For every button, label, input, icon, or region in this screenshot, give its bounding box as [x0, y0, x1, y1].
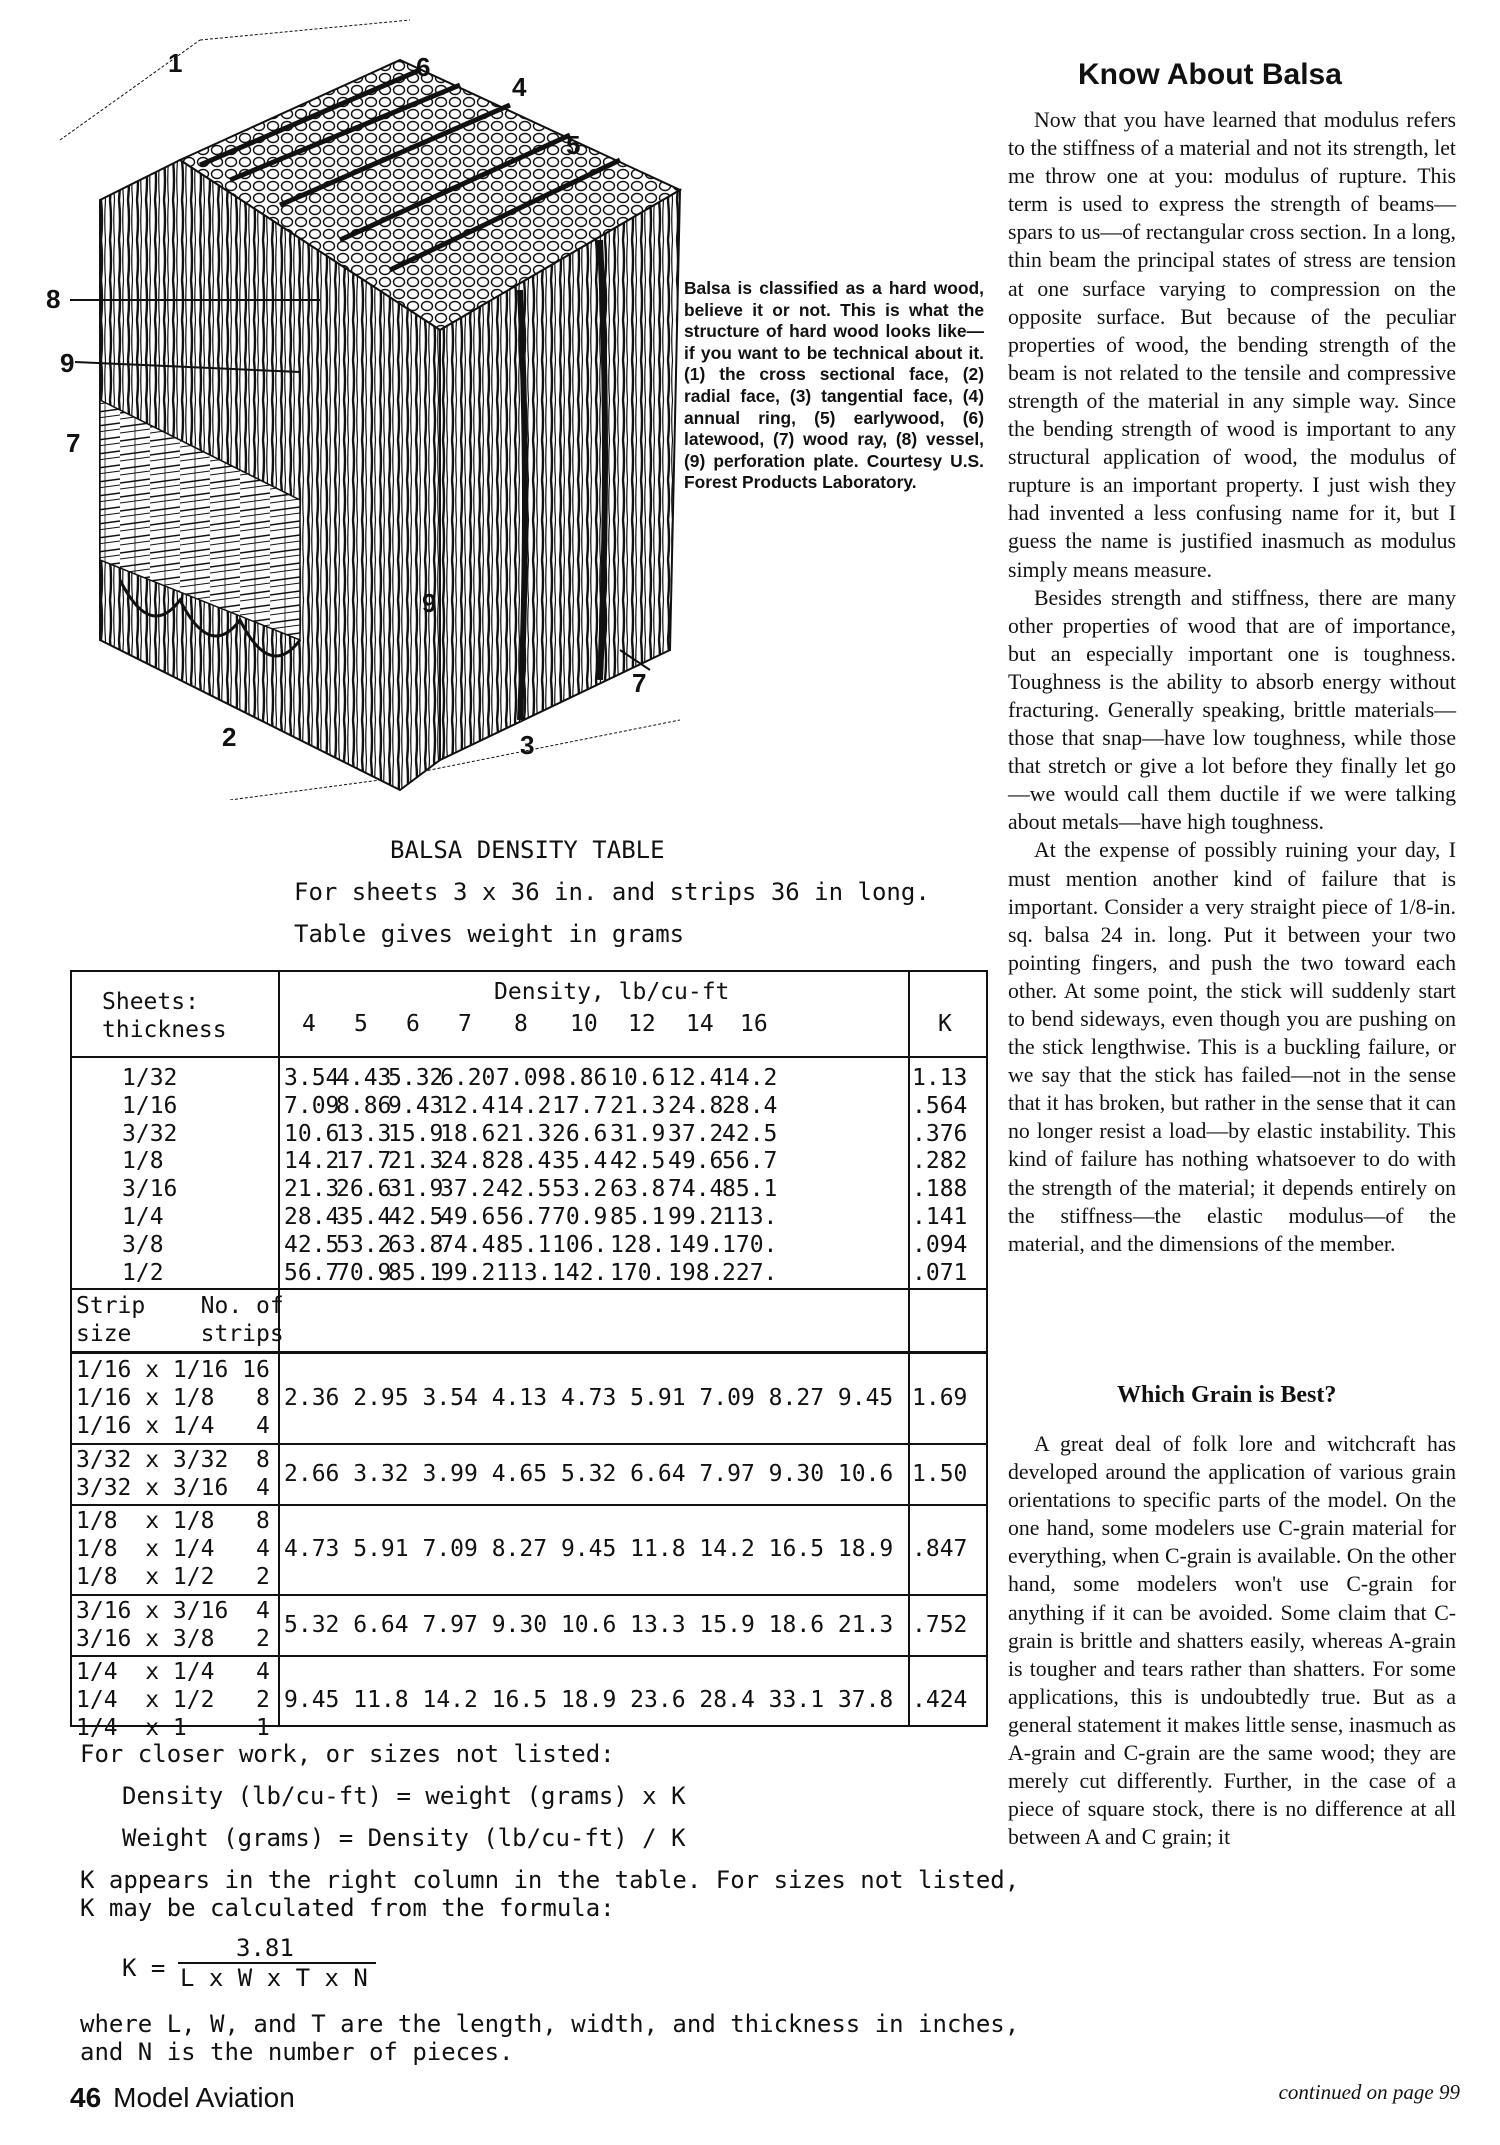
density-column-header: 7	[458, 1011, 472, 1037]
figure-label: 7	[632, 668, 647, 698]
strip-size: 1/4 x 1/2 2	[76, 1687, 270, 1713]
k-value: .376	[912, 1120, 968, 1147]
weight-value: 142.	[552, 1259, 608, 1286]
figure-label: 9	[422, 588, 437, 618]
header-k: K	[938, 1011, 952, 1037]
strip-weight-values: 2.36 2.95 3.54 4.13 4.73 5.91 7.09 8.27 9.45	[284, 1385, 894, 1411]
k-value: .564	[912, 1092, 968, 1119]
table-divider	[72, 1351, 986, 1354]
weight-value: 24.8	[668, 1092, 724, 1119]
figure-label: 6	[416, 52, 431, 82]
weight-value: 12.4	[440, 1092, 496, 1119]
article-body	[1008, 106, 1456, 1258]
weight-value: 70.9	[552, 1204, 608, 1230]
weight-value: 21.3	[610, 1092, 666, 1119]
strip-weight-values: 4.73 5.91 7.09 8.27 9.45 11.8 14.2 16.5 18.9	[284, 1536, 894, 1562]
k-formula-numerator: 3.81	[236, 1934, 294, 1962]
k-formula-label: K =	[122, 1954, 166, 1982]
figure-label: 4	[512, 72, 527, 102]
header-density: Density, lb/cu-ft	[494, 979, 730, 1005]
article-paragraph: A great deal of folk lore and witchcraft has developed around the application of various grain orientations to specific parts of the model. On the one hand, some modelers use C-grain material for everything, when C-grain is available. On the other hand, some modelers won't use C-grain for anything if it can be avoided. Some claim that C-grain is brittle and shatters easily, whereas A-grain is tougher and tears rather than shatters. For some applications, this is undoubtedly true. But as a general statement it makes little sense, inasmuch as A-grain and C-grain are the same wood; they are merely cut differently. Further, in the case of a piece of square stock, there is no difference at all between A and C grain; it	[1008, 1432, 1456, 1850]
weight-value: 106.	[552, 1231, 608, 1258]
weight-value: 85.1	[496, 1231, 552, 1258]
weight-value: 37.2	[440, 1176, 496, 1203]
weight-value: 198.	[668, 1259, 724, 1286]
weight-value: 53.2	[336, 1231, 392, 1258]
weight-value: 56.7	[284, 1259, 340, 1286]
strip-weight-values: 2.66 3.32 3.99 4.65 5.32 6.64 7.97 9.30 10.6	[284, 1461, 894, 1487]
weight-value: 63.8	[388, 1231, 444, 1258]
weight-value: 3.54	[284, 1065, 340, 1091]
k-note: K appears in the right column in the table. For sizes not listed,	[80, 1866, 1020, 1894]
where-note: and N is the number of pieces.	[80, 2038, 514, 2066]
k-value: .094	[912, 1231, 968, 1258]
section-heading: Which Grain is Best?	[1117, 1382, 1337, 1408]
weight-value: 8.86	[552, 1065, 608, 1091]
weight-value: 9.43	[388, 1092, 444, 1119]
sheet-thickness: 1/16	[122, 1092, 178, 1119]
weight-value: 113.	[722, 1204, 778, 1230]
weight-value: 12.4	[668, 1065, 724, 1091]
density-column-header: 4	[302, 1011, 316, 1037]
weight-value: 227.	[722, 1259, 778, 1286]
weight-value: 113.	[496, 1259, 552, 1286]
weight-formula: Weight (grams) = Density (lb/cu-ft) / K	[122, 1824, 686, 1852]
density-column-header: 6	[406, 1011, 420, 1037]
figure-caption: Balsa is classified as a hard wood, believe it or not. This is what the structure of hard wood looks like—if you want to be technical about it. (1) the cross sectional face, (2) radial face, (3) tangential face, (4) annual ring, (5) earlywood, (6) latewood, (7) wood ray, (8) vessel, (9) perforation plate. Courtesy U.S. Forest Products Laboratory.	[684, 278, 984, 493]
weight-value: 17.7	[552, 1092, 608, 1119]
wood-block-drawing	[0, 0, 690, 800]
weight-value: 49.6	[668, 1148, 724, 1175]
k-value: .141	[912, 1204, 968, 1230]
weight-value: 31.9	[388, 1176, 444, 1203]
k-note: K may be calculated from the formula:	[80, 1894, 615, 1922]
weight-value: 85.1	[610, 1204, 666, 1230]
k-formula-denominator: L x W x T x N	[180, 1964, 368, 1992]
figure-label: 2	[222, 722, 237, 752]
density-column-header: 10	[570, 1011, 598, 1037]
header-sheets-thickness: Sheets: thickness	[102, 989, 227, 1043]
page-footer	[70, 2082, 295, 2114]
weight-value: 53.2	[552, 1176, 608, 1203]
weight-value: 10.6	[284, 1120, 340, 1147]
table-divider	[278, 972, 280, 1725]
k-value: .752	[912, 1612, 968, 1638]
figure-label: 5	[566, 130, 581, 160]
weight-value: 17.7	[336, 1148, 392, 1175]
article-paragraph: Now that you have learned that modulus refers to the stiffness of a material and not its strength, let me throw one at you: modulus of rupture. This term is used to express the strength of beams—spars to us—of rectangular cross section. In a long, thin beam the principal states of stress are tension at one surface varying to compression on the opposite surface. But because of the peculiar properties of wood, the bending strength of the beam is not related to the tensile and compressive strength of the material in any simple way. Since the bending strength of wood is important to any structural application of wood, the modulus of rupture is an important property. I just wish they had invented a less confusing name for it, but I guess the name is justified inasmuch as modulus simply means measure.	[1008, 108, 1456, 582]
strip-size: 1/4 x 1/4 4	[76, 1659, 270, 1685]
strip-size: 3/32 x 3/32 8	[76, 1447, 270, 1473]
weight-value: 170.	[722, 1231, 778, 1258]
table-subtitle: For sheets 3 x 36 in. and strips 36 in long.	[294, 878, 930, 906]
density-column-header: 8	[514, 1011, 528, 1037]
k-value: .188	[912, 1176, 968, 1203]
sheet-thickness: 1/8	[122, 1148, 164, 1175]
density-column-header: 5	[354, 1011, 368, 1037]
weight-value: 14.2	[722, 1065, 778, 1091]
k-value: .071	[912, 1259, 968, 1286]
weight-value: 35.4	[336, 1204, 392, 1230]
weight-value: 99.2	[440, 1259, 496, 1286]
weight-value: 170.	[610, 1259, 666, 1286]
figure-label: 1	[168, 48, 183, 78]
strip-size: 3/16 x 3/16 4	[76, 1598, 270, 1624]
weight-value: 21.3	[496, 1120, 552, 1147]
weight-value: 7.09	[284, 1092, 340, 1119]
weight-value: 15.9	[388, 1120, 444, 1147]
weight-value: 42.5	[388, 1204, 444, 1230]
weight-value: 56.7	[722, 1148, 778, 1175]
strip-size: 1/8 x 1/8 8	[76, 1508, 270, 1534]
figure-label: 7	[66, 428, 81, 458]
weight-value: 74.4	[440, 1231, 496, 1258]
weight-value: 42.5	[722, 1120, 778, 1147]
sheet-thickness: 3/16	[122, 1176, 178, 1203]
table-divider	[72, 1655, 986, 1657]
article-body	[1008, 1430, 1456, 1851]
table-divider	[72, 1288, 986, 1290]
density-column-header: 12	[628, 1011, 656, 1037]
table-divider	[72, 1056, 986, 1058]
article-paragraph: At the expense of possibly ruining your day, I must mention another kind of failure that is important. Consider a very straight piece of 1/8-in. sq. balsa 24 in. long. Put it between your two pointing fingers, and push the two toward each other. At some point, the stick will suddenly start to bend sideways, even though you are pushing on the stick lengthwise. This is a buckling failure, or we say that the stick has failed—not in the sense that it has broken, but rather in the sense that it can no longer resist a load—by elastic instability. This kind of failure has nothing whatsoever to do with the strength of the material; it depends entirely on the stiffness—the elastic modulus—of the material, and the dimensions of the member.	[1008, 838, 1456, 1256]
strip-size: 1/8 x 1/2 2	[76, 1564, 270, 1590]
k-value: 1.13	[912, 1065, 968, 1091]
weight-value: 99.2	[668, 1204, 724, 1230]
strip-size: 1/16 x 1/4 4	[76, 1413, 270, 1439]
magazine-name: Model Aviation	[113, 2082, 295, 2113]
strip-weight-values: 9.45 11.8 14.2 16.5 18.9 23.6 28.4 33.1 37.8	[284, 1687, 894, 1713]
table-divider	[908, 972, 910, 1725]
weight-value: 85.1	[722, 1176, 778, 1203]
weight-value: 14.2	[496, 1092, 552, 1119]
strip-size: 3/32 x 3/16 4	[76, 1475, 270, 1501]
weight-value: 28.4	[496, 1148, 552, 1175]
strip-size: 3/16 x 3/8 2	[76, 1626, 270, 1652]
k-value: 1.69	[912, 1385, 968, 1411]
density-column-header: 16	[740, 1011, 768, 1037]
weight-value: 63.8	[610, 1176, 666, 1203]
figure-label: 9	[60, 348, 75, 378]
weight-value: 5.32	[388, 1065, 444, 1091]
weight-value: 24.8	[440, 1148, 496, 1175]
strip-size: 1/16 x 1/8 8	[76, 1385, 270, 1411]
weight-value: 35.4	[552, 1148, 608, 1175]
weight-value: 49.6	[440, 1204, 496, 1230]
weight-value: 26.6	[336, 1176, 392, 1203]
weight-value: 14.2	[284, 1148, 340, 1175]
weight-value: 10.6	[610, 1065, 666, 1091]
weight-value: 128.	[610, 1231, 666, 1258]
weight-value: 74.4	[668, 1176, 724, 1203]
figure-label: 3	[520, 730, 535, 760]
weight-value: 37.2	[668, 1120, 724, 1147]
strip-weight-values: 5.32 6.64 7.97 9.30 10.6 13.3 15.9 18.6 21.3	[284, 1612, 894, 1638]
formula-intro: For closer work, or sizes not listed:	[80, 1740, 615, 1768]
table-divider	[72, 1504, 986, 1506]
continued-note: continued on page 99	[1278, 2080, 1460, 2104]
figure-label: 8	[46, 284, 61, 314]
sheet-thickness: 3/8	[122, 1231, 164, 1258]
article-paragraph: Besides strength and stiffness, there are many other properties of wood that are of importance, but an especially important one is toughness. Toughness is the ability to absorb energy without fracturing. Generally speaking, brittle materials—those that snap—have low toughness, while those that stretch or give a lot before they finally let go—we would call them ductile if we were talking about metals—have high toughness.	[1008, 585, 1456, 835]
page-number: 46	[70, 2082, 102, 2113]
table-title: BALSA DENSITY TABLE	[390, 836, 665, 864]
strip-size: 1/16 x 1/16 16	[76, 1357, 270, 1383]
weight-value: 42.5	[284, 1231, 340, 1258]
weight-value: 7.09	[496, 1065, 552, 1091]
wood-structure-illustration	[0, 0, 690, 800]
strip-header: Strip No. of size strips	[76, 1293, 284, 1347]
table-divider	[72, 1594, 986, 1596]
weight-value: 21.3	[284, 1176, 340, 1203]
balsa-density-table	[70, 970, 988, 1741]
weight-value: 85.1	[388, 1259, 444, 1286]
weight-value: 6.20	[440, 1065, 496, 1091]
strip-size: 1/4 x 1 1	[76, 1715, 270, 1741]
strip-size: 1/8 x 1/4 4	[76, 1536, 270, 1562]
weight-value: 28.4	[722, 1092, 778, 1119]
sheet-thickness: 1/4	[122, 1204, 164, 1230]
table-subtitle: Table gives weight in grams	[294, 920, 685, 948]
weight-value: 42.5	[496, 1176, 552, 1203]
k-value: .424	[912, 1687, 968, 1713]
weight-value: 149.	[668, 1231, 724, 1258]
weight-value: 26.6	[552, 1120, 608, 1147]
table-divider	[72, 1443, 986, 1445]
weight-value: 21.3	[388, 1148, 444, 1175]
weight-value: 70.9	[336, 1259, 392, 1286]
density-formula: Density (lb/cu-ft) = weight (grams) x K	[122, 1782, 686, 1810]
weight-value: 42.5	[610, 1148, 666, 1175]
article-title: Know About Balsa	[1078, 58, 1342, 91]
sheet-thickness: 3/32	[122, 1120, 178, 1147]
k-value: .282	[912, 1148, 968, 1175]
weight-value: 31.9	[610, 1120, 666, 1147]
k-value: .847	[912, 1536, 968, 1562]
sheet-thickness: 1/32	[122, 1065, 178, 1091]
weight-value: 28.4	[284, 1204, 340, 1230]
weight-value: 18.6	[440, 1120, 496, 1147]
weight-value: 13.3	[336, 1120, 392, 1147]
sheet-thickness: 1/2	[122, 1259, 164, 1286]
weight-value: 4.43	[336, 1065, 392, 1091]
density-column-header: 14	[686, 1011, 714, 1037]
where-note: where L, W, and T are the length, width, and thickness in inches,	[80, 2010, 1020, 2038]
k-value: 1.50	[912, 1461, 968, 1487]
weight-value: 8.86	[336, 1092, 392, 1119]
weight-value: 56.7	[496, 1204, 552, 1230]
